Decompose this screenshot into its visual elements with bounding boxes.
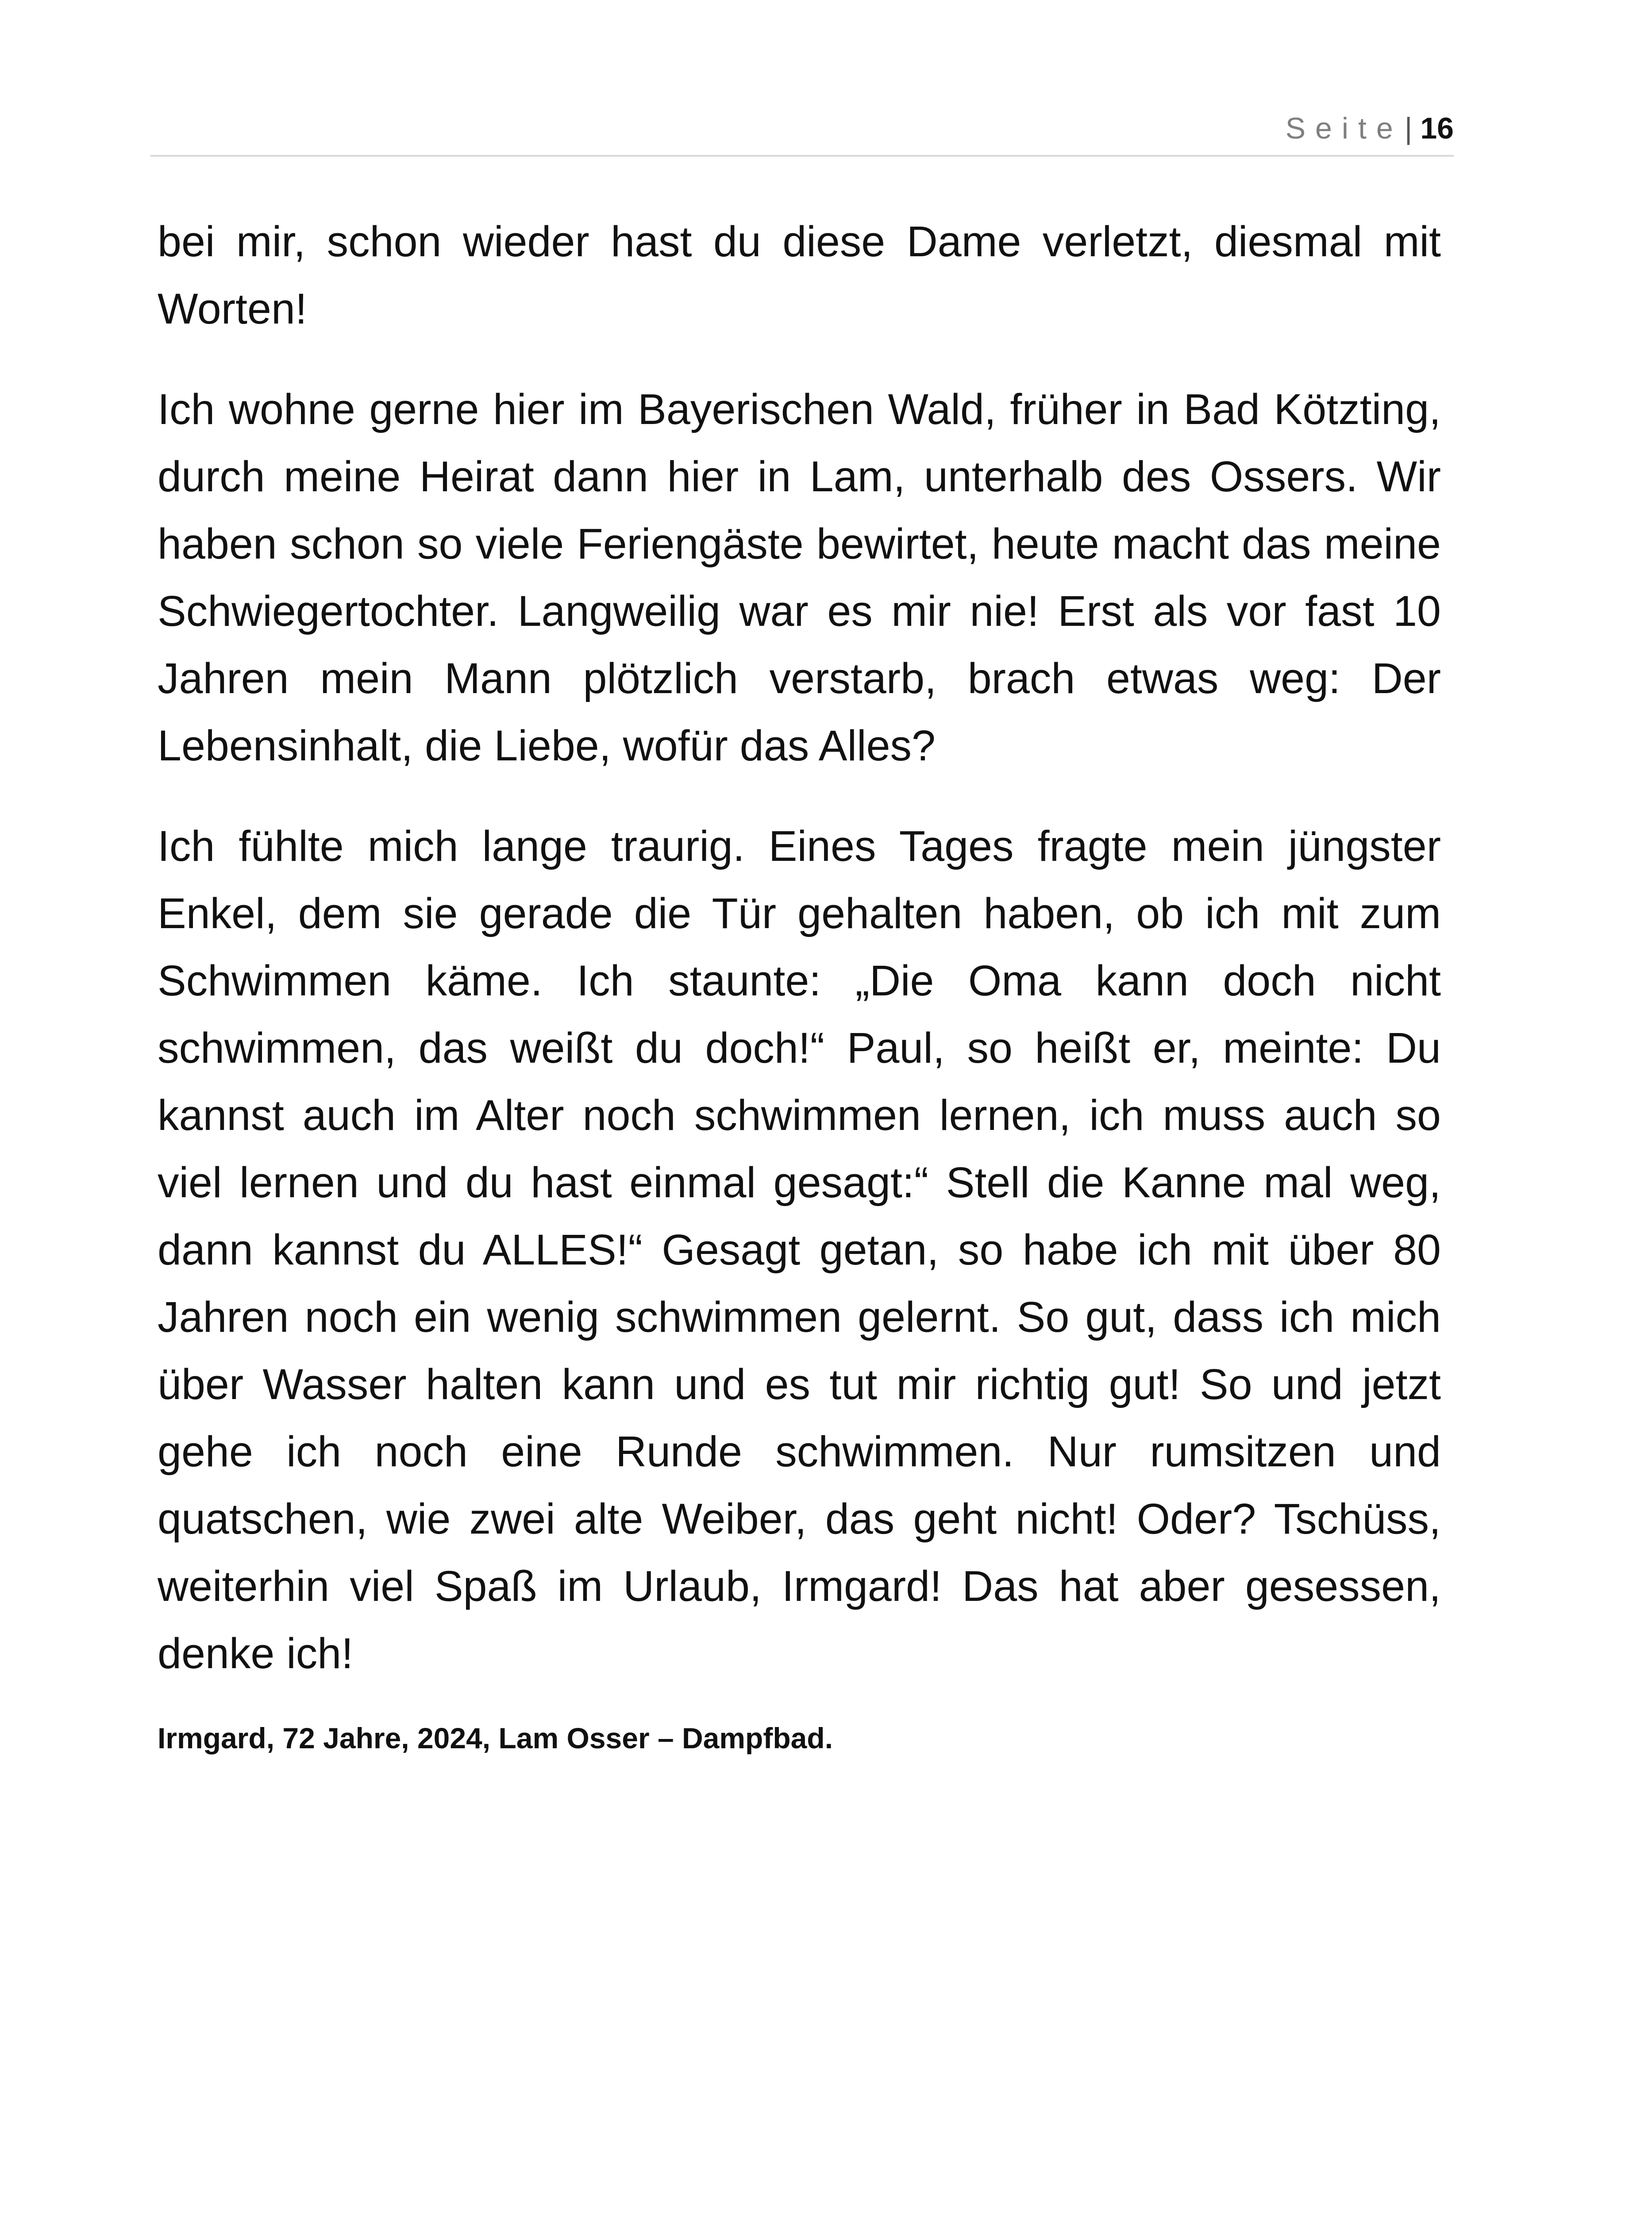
page-word: Seite (1285, 112, 1403, 145)
page-header (150, 106, 1454, 157)
body-text (158, 208, 1441, 1756)
page-number: 16 (1420, 112, 1454, 145)
page-label (1286, 111, 1454, 146)
paragraph-2: Ich wohne gerne hier im Bayerischen Wald, früher in Bad Kötzting, durch meine Heirat dann hier in Lam, unterhalb des Ossers. Wir haben schon so viele Feriengäste bewirtet, heute macht das meine Schwiegertochter. Langweilig war es mir nie! Erst als vor fast 10 Jahren mein Mann plötzlich verstarb, brach etwas weg: Der Lebensinhalt, die Liebe, wofür das Alles? (158, 385, 1441, 770)
author-signature: Irmgard, 72 Jahre, 2024, Lam Osser – Dampfbad. (158, 1722, 833, 1754)
paragraph-1: bei mir, schon wieder hast du diese Dame verletzt, diesmal mit Worten! (158, 217, 1441, 333)
page-separator: | (1404, 112, 1413, 145)
paragraph-3: Ich fühlte mich lange traurig. Eines Tages fragte mein jüngster Enkel, dem sie gerade die Tür gehalten haben, ob ich mit zum Schwimmen käme. Ich staunte: „Die Oma kann doch nicht schwimmen, das weißt du doch!“ Paul, so heißt er, meinte: Du kannst auch im Alter noch schwimmen lernen, ich muss auch so viel lernen und du hast einmal gesagt:“ Stell die Kanne mal weg, dann kannst du ALLES!“ Gesagt getan, so habe ich mit über 80 Jahren noch ein wenig schwimmen gelernt. So gut, dass ich mich über Wasser halten kann und es tut mir richtig gut! So und jetzt gehe ich noch eine Runde schwimmen. Nur rumsitzen und quatschen, wie zwei alte Weiber, das geht nicht! Oder? Tschüss, weiterhin viel Spaß im Urlaub, Irmgard! Das hat aber gesessen, denke ich! (158, 822, 1441, 1677)
